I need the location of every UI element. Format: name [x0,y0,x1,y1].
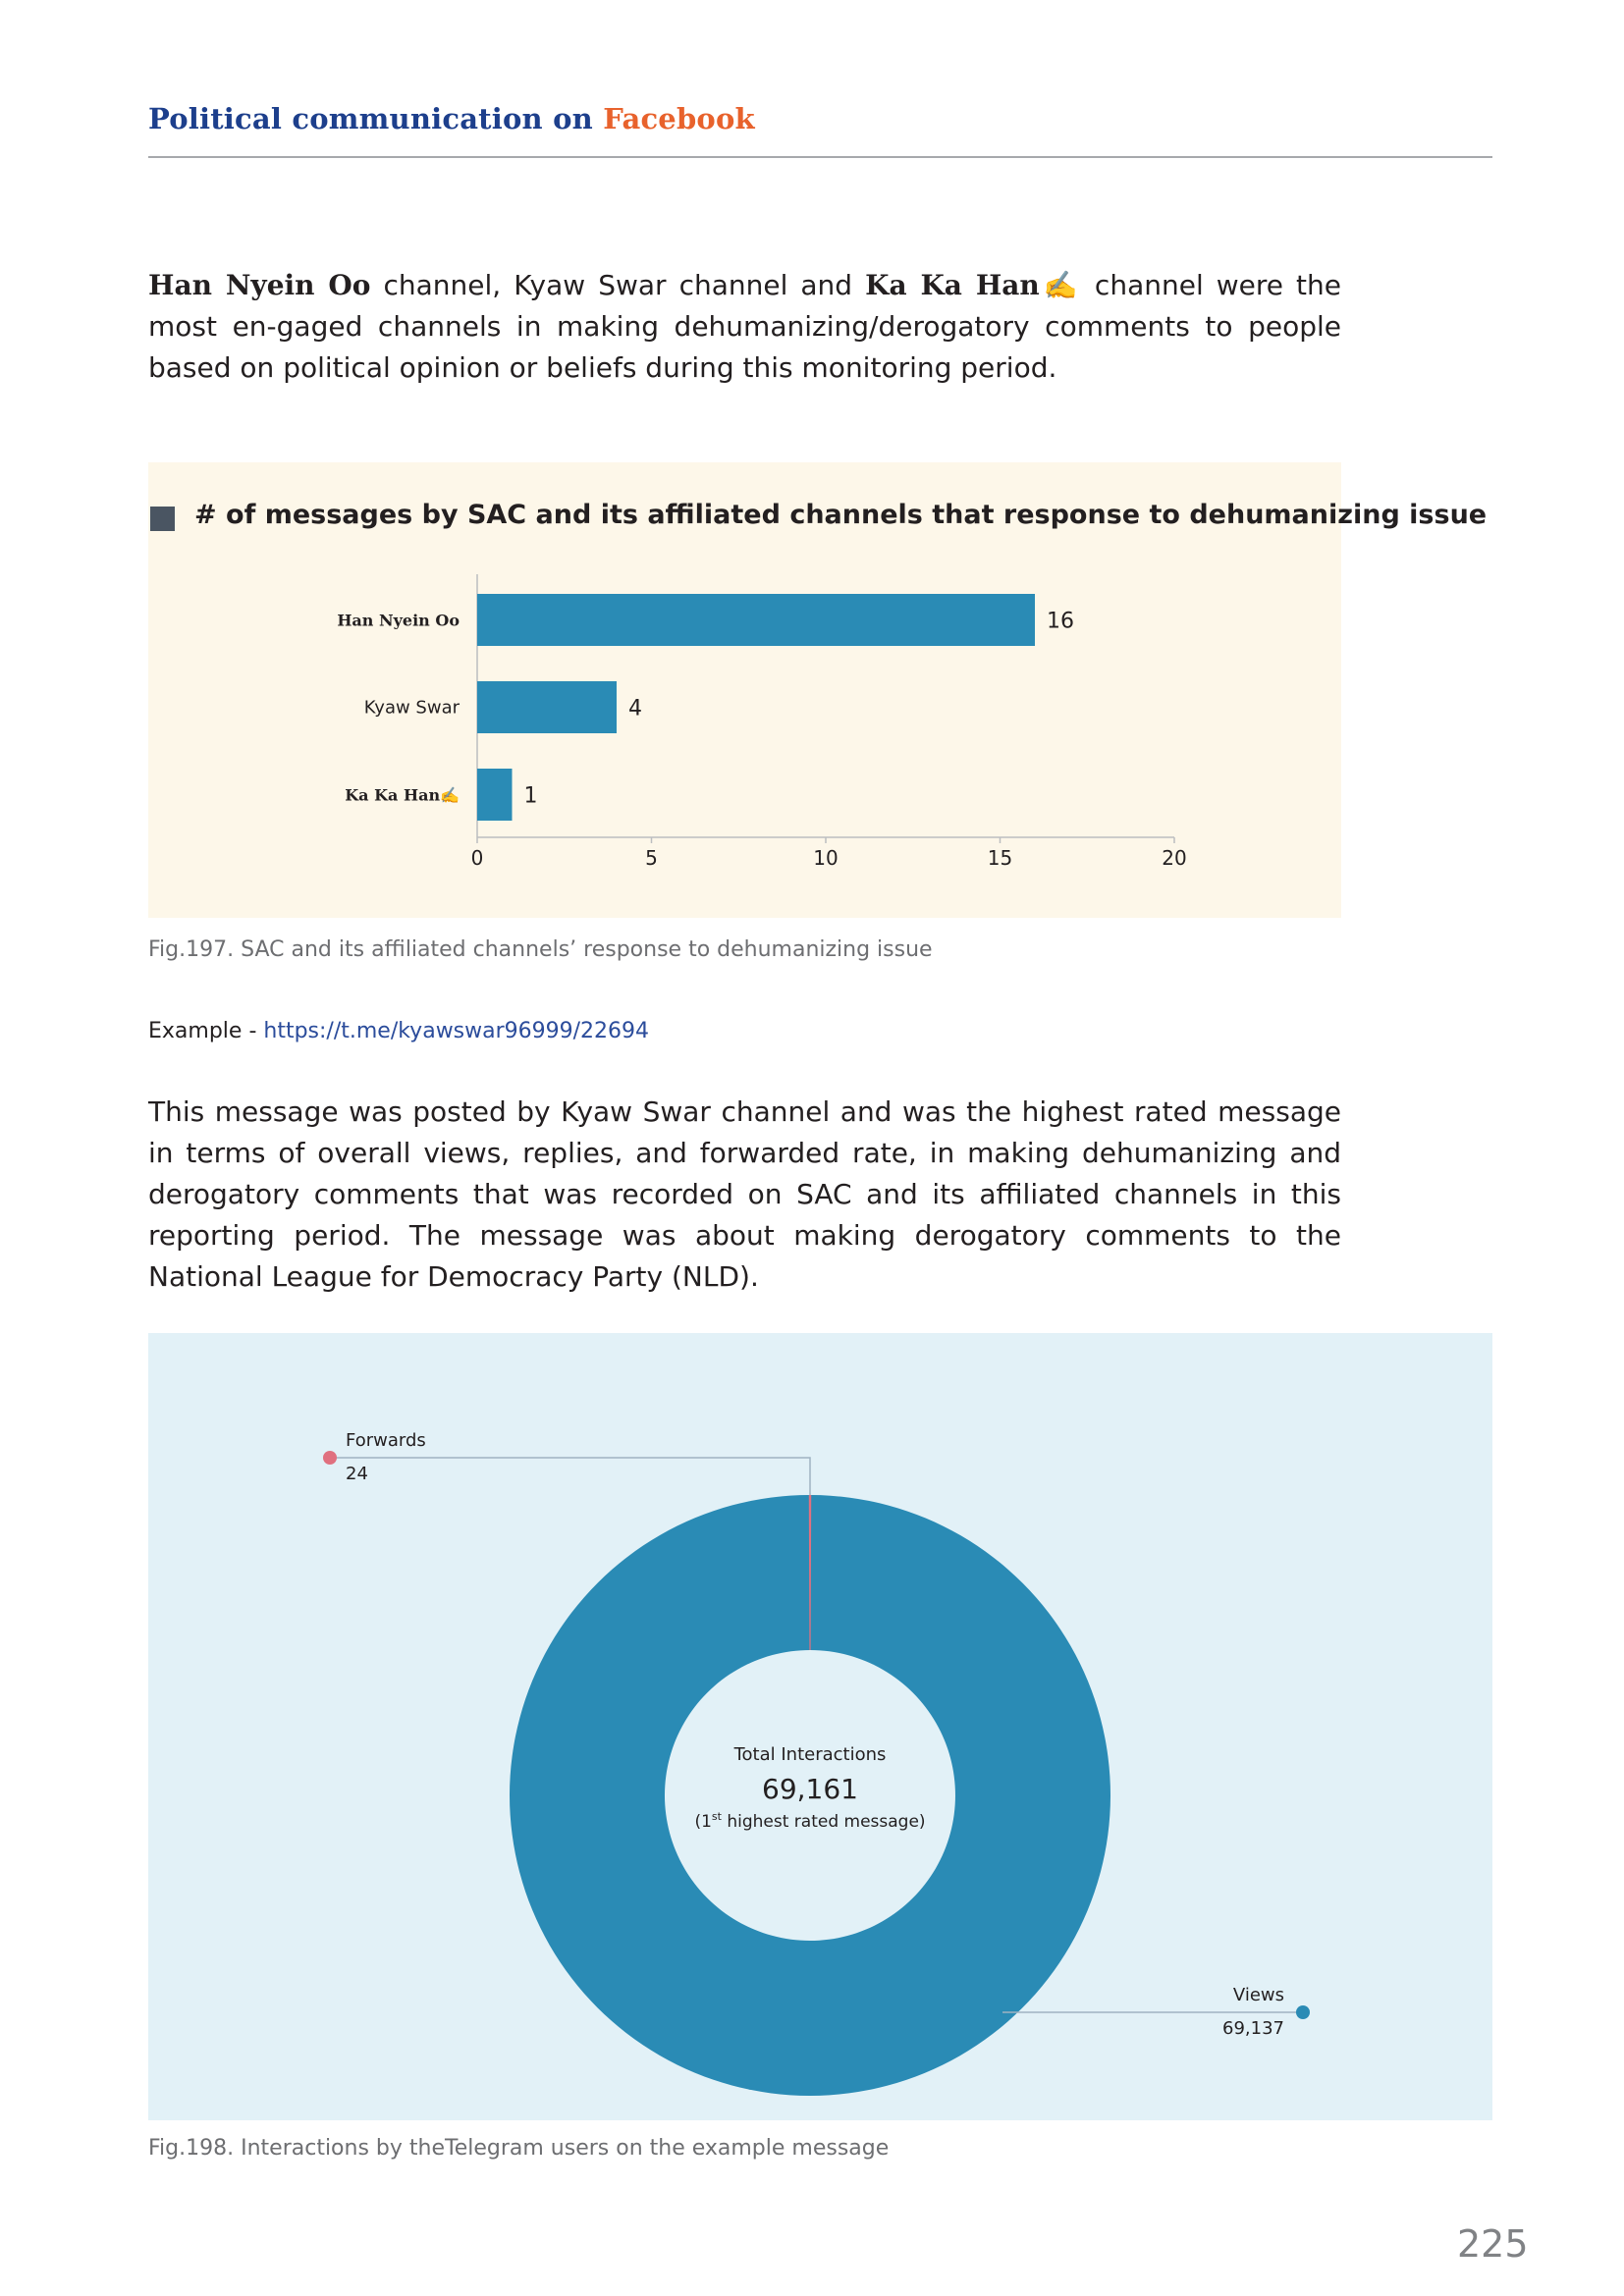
forwards-name-label: Forwards [346,1430,426,1451]
header-title-part1: Political communication on [148,102,604,135]
x-tick-label-4: 20 [1162,846,1187,870]
header-title-part2: Facebook [603,102,755,135]
center-title: Total Interactions [733,1744,887,1765]
x-tick-label-3: 15 [987,846,1013,870]
value-label-2: 1 [523,783,538,809]
intro-brand-han-nyein-oo: Han Nyein Oo [148,269,371,301]
x-tick-label-0: 0 [470,846,484,870]
donut-chart [148,1333,1492,2120]
x-tick-label-1: 5 [645,846,658,870]
center-total-value: 69,161 [762,1773,858,1805]
intro-paragraph [148,265,1341,389]
category-label-1: Kyaw Swar [363,697,460,719]
intro-brand-ka-ka-han: Ka Ka Han✍ [865,269,1082,301]
forwards-value-label: 24 [346,1464,368,1484]
bar-chart [148,550,1341,913]
views-marker-dot [1296,2005,1310,2019]
bar-1 [477,681,617,733]
example-link[interactable]: https://t.me/kyawswar96999/22694 [263,1019,650,1043]
category-label-0: Han Nyein Oo [337,611,460,630]
x-tick-label-2: 10 [813,846,839,870]
forwards-leader-line [330,1458,810,1495]
example-label: Example - [148,1019,264,1043]
running-header [148,102,755,135]
bar-0 [477,594,1035,646]
center-subtitle: (1st highest rated message) [694,1810,926,1832]
views-value-label: 69,137 [1222,2018,1284,2039]
value-label-1: 4 [628,696,642,721]
body-paragraph: This message was posted by Kyaw Swar channel and was the highest rated message in terms of overall views, replies, and forwarded rate, in making dehumanizing and derogatory comments that was recorded on SAC and its affiliated channels in this reporting period. The message was about making derogatory comments to the National League for Democracy Party (NLD). [148,1095,1341,1293]
figure-title-marker [150,507,175,531]
value-label-0: 16 [1047,609,1074,634]
example-line [148,1019,649,1043]
page-number: 225 [1457,2222,1529,2266]
figure-198-caption: Fig.198. Interactions by theTelegram users on the example message [148,2136,890,2161]
category-label-2: Ka Ka Han✍ [345,785,460,805]
figure-197-caption: Fig.197. SAC and its affiliated channels’ response to dehumanizing issue [148,937,933,962]
views-name-label: Views [1232,1985,1284,2005]
intro-text-1: channel, Kyaw Swar channel and [370,269,866,301]
bar-2 [477,769,513,821]
figure-197-title: # of messages by SAC and its affiliated channels that response to dehumanizing issue [194,500,1488,530]
intro-text-2: channel were the most en-gaged channels in making dehumanizing/derogatory comments to people based on political opinion or beliefs during this monitoring period. [148,269,1341,384]
header-divider [148,156,1492,158]
forwards-marker-dot [323,1451,337,1465]
